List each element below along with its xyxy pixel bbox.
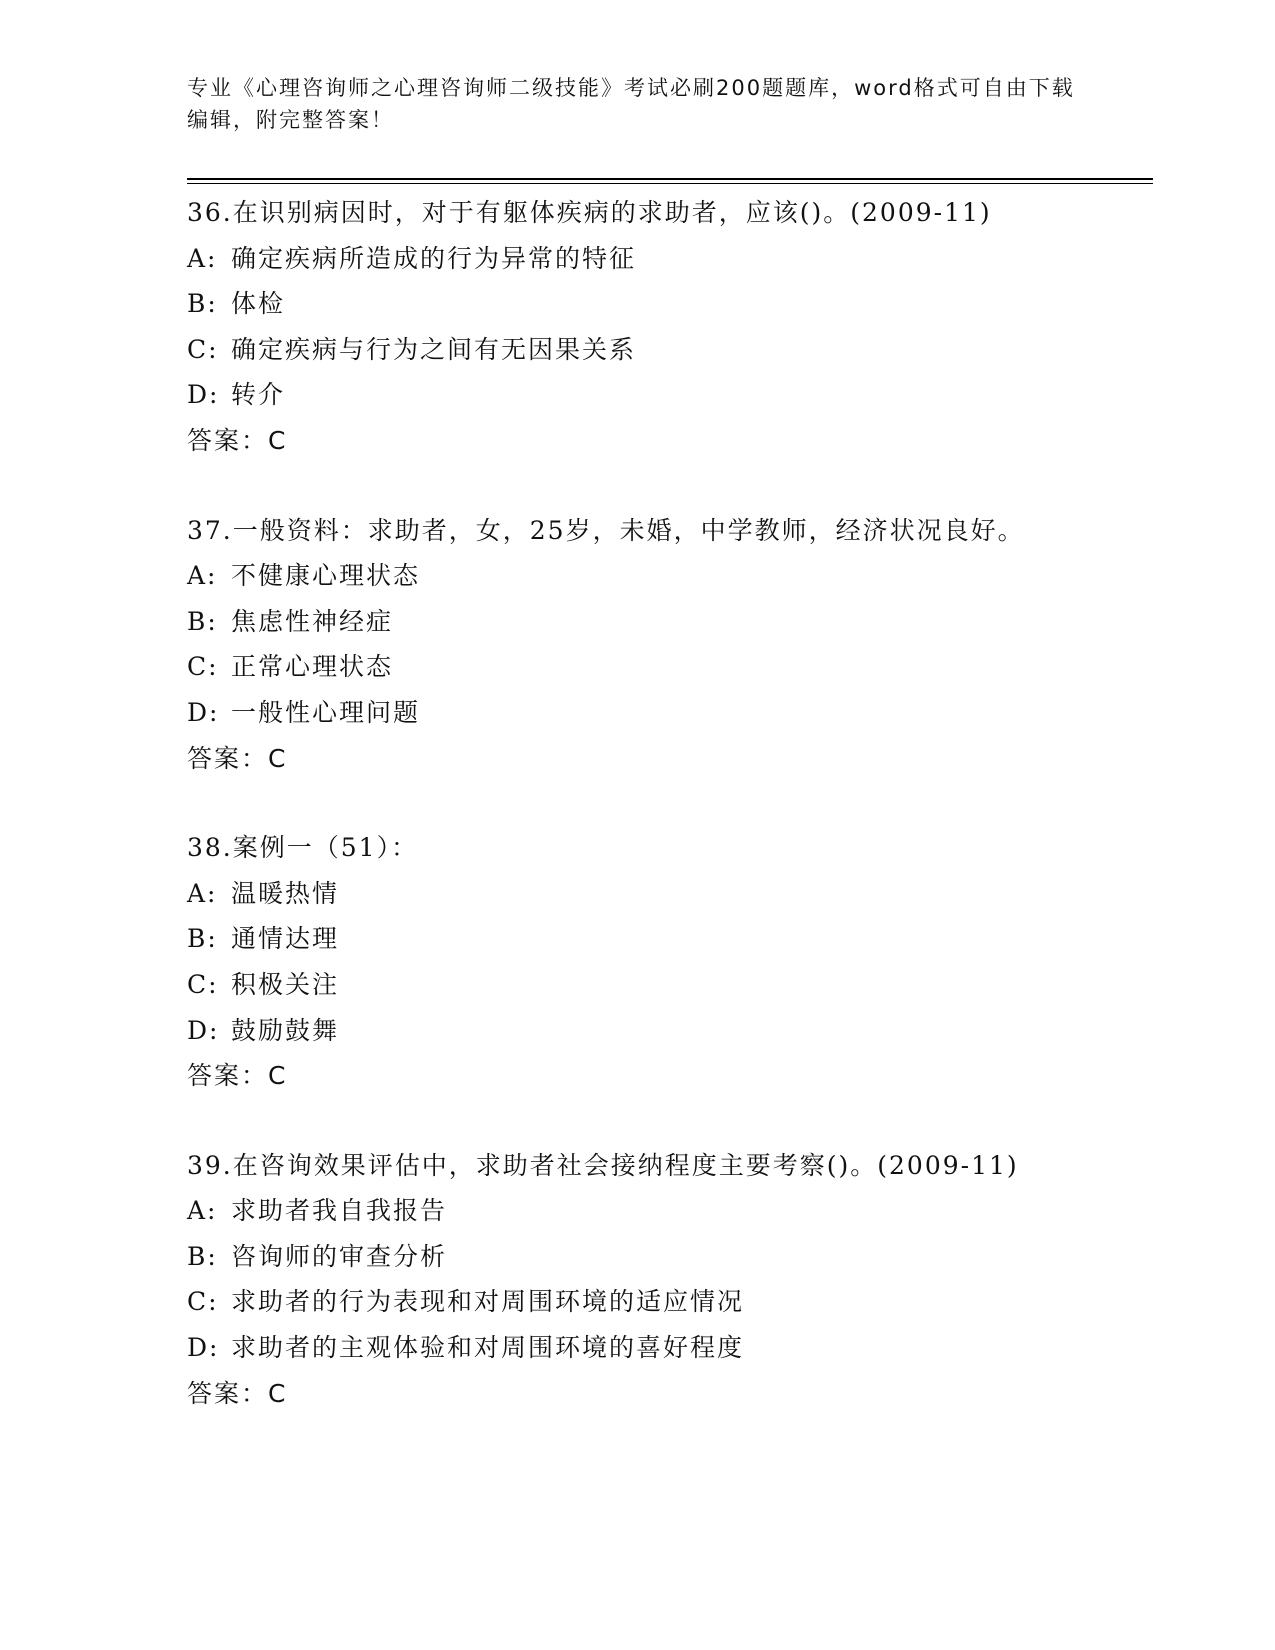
question-39 xyxy=(187,1143,1137,1417)
option-text: 确定疾病与行为之间有无因果关系 xyxy=(231,334,637,364)
answer: 答案：C xyxy=(187,1061,288,1091)
option-a xyxy=(187,871,1137,917)
option-key: A: xyxy=(187,1196,218,1226)
option-a xyxy=(187,236,1137,282)
option-key: A: xyxy=(187,878,218,908)
option-key: C: xyxy=(187,652,219,682)
option-text: 积极关注 xyxy=(231,969,340,999)
option-text: 求助者我自我报告 xyxy=(231,1196,448,1226)
document-header: 专业《心理咨询师之心理咨询师二级技能》考试必刷200题题库，word格式可自由下载编辑，附完整答案！ xyxy=(187,76,1075,132)
option-a xyxy=(187,1188,1137,1234)
option-key: B: xyxy=(187,289,218,319)
option-text: 求助者的行为表现和对周围环境的适应情况 xyxy=(231,1287,745,1317)
question-stem: 37.一般资料：求助者，女，25岁，未婚，中学教师，经济状况良好。 xyxy=(187,515,1025,545)
option-text: 一般性心理问题 xyxy=(231,697,421,727)
option-b xyxy=(187,281,1137,327)
answer: 答案：C xyxy=(187,425,288,455)
option-b xyxy=(187,599,1137,645)
header-divider-thick xyxy=(187,178,1153,180)
option-c xyxy=(187,1279,1137,1325)
option-key: B: xyxy=(187,1241,218,1271)
header-divider-thin xyxy=(187,183,1153,184)
option-key: C: xyxy=(187,969,219,999)
answer: 答案：C xyxy=(187,743,288,773)
option-text: 鼓励鼓舞 xyxy=(231,1015,340,1045)
option-c xyxy=(187,644,1137,690)
question-38 xyxy=(187,825,1137,1099)
option-text: 求助者的主观体验和对周围环境的喜好程度 xyxy=(231,1333,745,1363)
option-d xyxy=(187,1008,1137,1054)
option-text: 咨询师的审查分析 xyxy=(231,1241,448,1271)
option-d xyxy=(187,1325,1137,1371)
option-text: 温暖热情 xyxy=(231,878,340,908)
option-text: 焦虑性神经症 xyxy=(231,606,394,636)
question-stem: 39.在咨询效果评估中，求助者社会接纳程度主要考察()。(2009-11) xyxy=(187,1150,1019,1180)
option-key: B: xyxy=(187,924,218,954)
option-key: D: xyxy=(187,380,220,410)
option-a xyxy=(187,553,1137,599)
option-d xyxy=(187,372,1137,418)
option-text: 确定疾病所造成的行为异常的特征 xyxy=(231,243,637,273)
option-text: 体检 xyxy=(231,289,286,319)
option-key: D: xyxy=(187,697,220,727)
option-key: C: xyxy=(187,1287,219,1317)
question-list xyxy=(187,190,1137,1460)
answer: 答案：C xyxy=(187,1378,288,1408)
option-key: A: xyxy=(187,561,218,591)
option-d xyxy=(187,690,1137,736)
option-c xyxy=(187,327,1137,373)
option-key: D: xyxy=(187,1015,220,1045)
option-key: C: xyxy=(187,334,219,364)
option-text: 转介 xyxy=(231,380,286,410)
option-key: B: xyxy=(187,606,218,636)
option-b xyxy=(187,916,1137,962)
question-37 xyxy=(187,508,1137,782)
question-36 xyxy=(187,190,1137,464)
option-text: 正常心理状态 xyxy=(231,652,394,682)
option-key: A: xyxy=(187,243,218,273)
option-b xyxy=(187,1234,1137,1280)
question-stem: 36.在识别病因时，对于有躯体疾病的求助者，应该()。(2009-11) xyxy=(187,198,992,227)
question-stem: 38.案例一（51）： xyxy=(187,833,419,863)
option-c xyxy=(187,962,1137,1008)
option-text: 不健康心理状态 xyxy=(231,561,421,591)
option-key: D: xyxy=(187,1333,220,1363)
option-text: 通情达理 xyxy=(231,924,340,954)
